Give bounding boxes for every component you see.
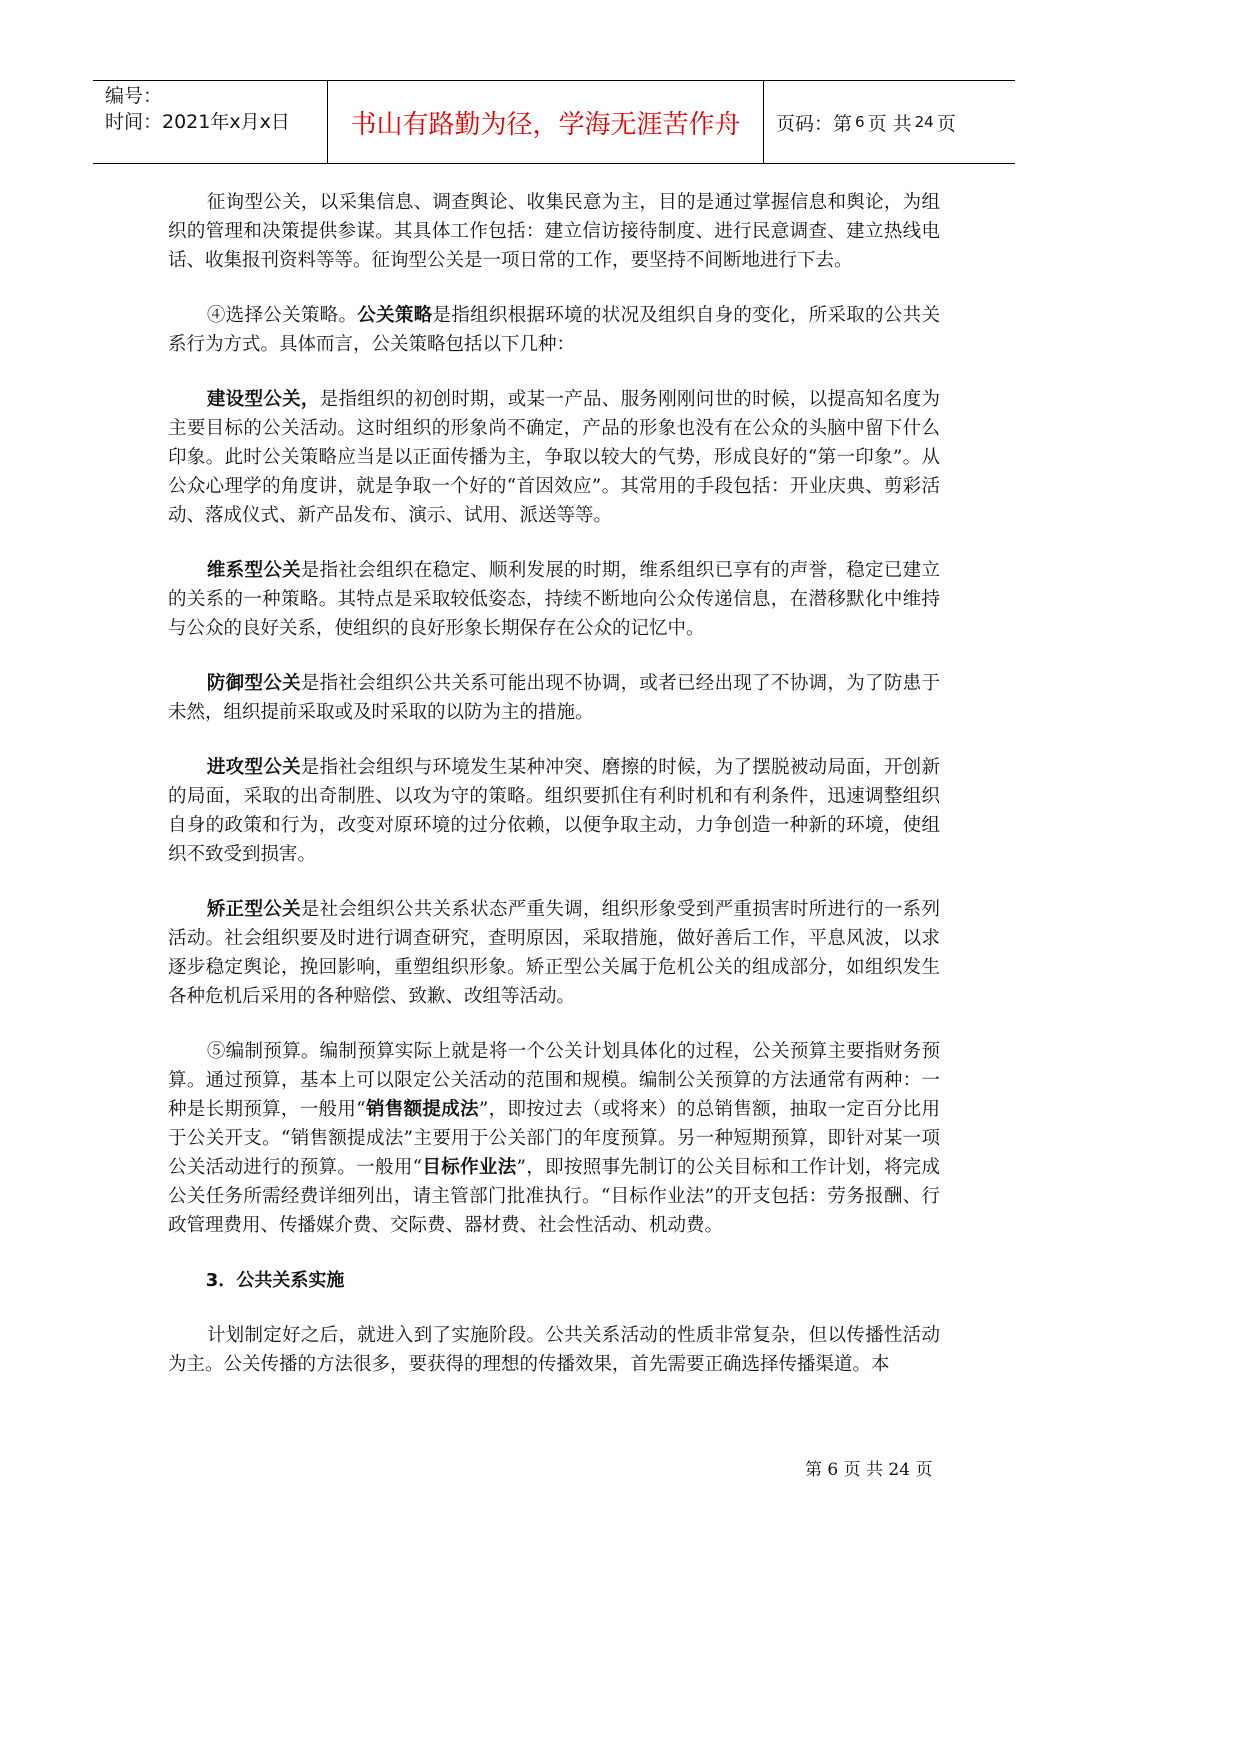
- page-mid: 页 共: [867, 112, 912, 135]
- header-motto: 书山有路勤为径，学海无涯苦作舟: [328, 81, 764, 163]
- paragraph: [168, 753, 940, 869]
- text-run: 计划制定好之后，就进入到了实施阶段。公共关系活动的性质非常复杂，但以传播性活动为主。公关传播的方法很多，要获得的理想的传播效果，首先需要正确选择传播渠道。本: [168, 1325, 940, 1375]
- bold-term: 防御型公关: [206, 673, 301, 694]
- text-run: 是指社会组织与环境发生某种冲突、磨擦的时候，为了摆脱被动局面，开创新的局面，采取的出奇制胜、以攻为守的策略。组织要抓住有利时机和有利条件，迅速调整组织自身的政策和行为，改变对原环境的过分依赖，以便争取主动，力争创造一种新的环境，使组织不致受到损害。: [168, 757, 940, 865]
- paragraph: [168, 188, 940, 275]
- paragraph: [168, 556, 940, 643]
- header-meta: [93, 81, 328, 163]
- bold-term: 建设型公关，: [206, 389, 320, 410]
- paragraph: [168, 1321, 940, 1379]
- page-suffix: 页: [936, 112, 956, 135]
- text-run: 是指社会组织公共关系可能出现不协调，或者已经出现了不协调，为了防患于未然，组织提前采取或及时采取的以防为主的措施。: [168, 673, 940, 723]
- paragraph: [168, 385, 940, 530]
- page-total: 24: [914, 113, 934, 131]
- text-run: 是指组织的初创时期，或某一产品、服务刚刚问世的时候，以提高知名度为主要目标的公关活动。这时组织的形象尚不确定，产品的形象也没有在公众的头脑中留下什么印象。此时公关策略应当是以正面传播为主，争取以较大的气势，形成良好的“第一印象”。从公众心理学的角度讲，就是争取一个好的“首因效应”。其常用的手段包括：开业庆典、剪彩活动、落成仪式、新产品发布、演示、试用、派送等等。: [168, 389, 940, 526]
- header-page-info: [764, 81, 1015, 163]
- paragraph: [168, 1037, 940, 1240]
- text-run: 是指组织根据环境的状况及组织自身的变化，所采取的公共关系行为方式。具体而言，公关策略包括以下几种：: [168, 305, 940, 355]
- paragraph: [168, 301, 940, 359]
- bold-term: 目标作业法: [422, 1157, 517, 1178]
- page-prefix: 页码：第: [776, 112, 853, 135]
- paragraph: [168, 669, 940, 727]
- document-body: [168, 188, 940, 1405]
- paragraph: [168, 895, 940, 1011]
- page-footer: 第 6 页 共 24 页: [805, 1460, 933, 1480]
- section-heading: [168, 1266, 940, 1295]
- text-run: ⑤编制预算。编制预算实际上就是将一个公关计划具体化的过程，公关预算主要指财务预算。通过预算，基本上可以限定公关活动的范围和规模。编制公关预算的方法通常有两种：一种是长期预算，一般用“: [168, 1041, 940, 1120]
- bold-term: 公关策略: [357, 305, 433, 326]
- bold-term: 维系型公关: [206, 560, 301, 581]
- bold-term: 销售额提成法: [365, 1099, 479, 1120]
- text-run: 是指社会组织在稳定、顺利发展的时期，维系组织已享有的声誉，稳定已建立的关系的一种策略。其特点是采取较低姿态，持续不断地向公众传递信息，在潜移默化中维持与公众的良好关系，使组织的良好形象长期保存在公众的记忆中。: [168, 560, 940, 639]
- text-run: ④选择公关策略。: [206, 305, 358, 326]
- text-run: ”，即按照事先制订的公关目标和工作计划，将完成公关任务所需经费详细列出，请主管部门批准执行。“目标作业法”的开支包括：劳务报酬、行政管理费用、传播媒介费、交际费、器材费、社会性活动、机动费。: [168, 1157, 940, 1236]
- text-run: 是社会组织公共关系状态严重失调，组织形象受到严重损害时所进行的一系列活动。社会组织要及时进行调查研究，查明原因，采取措施，做好善后工作，平息风波，以求逐步稳定舆论，挽回影响，重塑组织形象。矫正型公关属于危机公关的组成部分，如组织发生各种危机后采用的各种赔偿、致歉、改组等活动。: [168, 899, 940, 1007]
- bold-term: 3．公共关系实施: [205, 1270, 345, 1291]
- page-header: [93, 80, 1015, 164]
- text-run: ”，即按过去（或将来）的总销售额，抽取一定百分比用于公关开支。“销售额提成法”主要用于公关部门的年度预算。另一种短期预算，即针对某一项公关活动进行的预算。一般用“: [168, 1099, 940, 1178]
- number-label: 编号：: [105, 85, 163, 107]
- bold-term: 进攻型公关: [206, 757, 301, 778]
- text-run: 征询型公关，以采集信息、调查舆论、收集民意为主，目的是通过掌握信息和舆论，为组织的管理和决策提供参谋。其具体工作包括：建立信访接待制度、进行民意调查、建立热线电话、收集报刊资料等等。征询型公关是一项日常的工作，要坚持不间断地进行下去。: [168, 192, 940, 271]
- date-label: 时间：2021年x月x日: [105, 111, 290, 133]
- page-number: 6: [855, 113, 865, 131]
- bold-term: 矫正型公关: [206, 899, 301, 920]
